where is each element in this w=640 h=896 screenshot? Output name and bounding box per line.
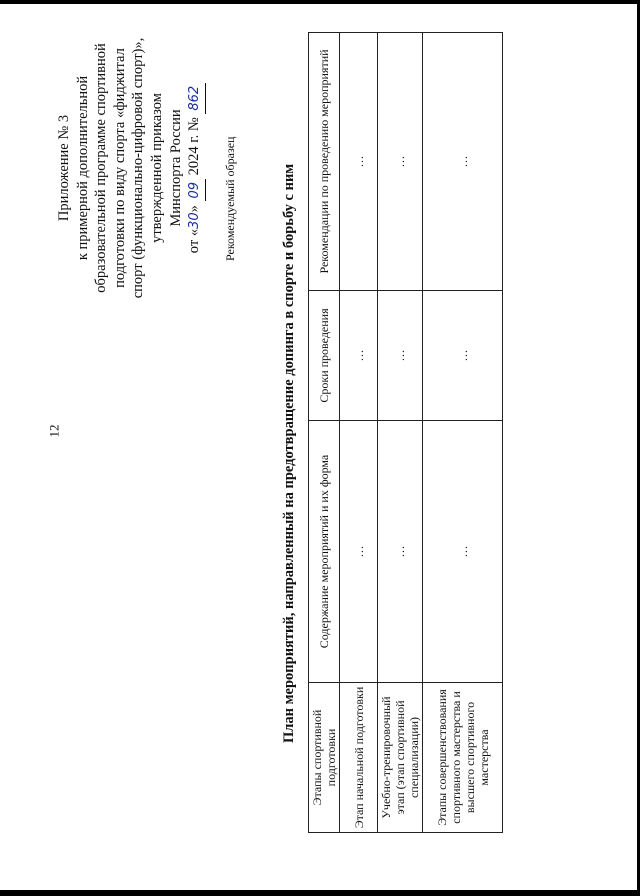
- table-row: [423, 33, 503, 833]
- table-cell: …: [340, 291, 378, 421]
- table-row: [378, 33, 423, 833]
- sample-label: Рекомендуемый образец: [223, 136, 237, 261]
- stage-cell: Этапы совершенствования спортивного мастерства и высшего спортивного мастерства: [423, 683, 503, 833]
- stage-cell: Этап начальной подготовки: [340, 683, 378, 833]
- appendix-line: утвержденной приказом: [148, 93, 165, 243]
- date-quote: »: [186, 205, 203, 213]
- table-row: [340, 33, 378, 833]
- handwritten-month: 09: [186, 179, 206, 202]
- appendix-header: [55, 3, 206, 333]
- header-cell: Рекомендации по проведению мероприятий: [309, 33, 340, 291]
- table-cell: …: [423, 291, 503, 421]
- plan-title: План мероприятий, направленный на предотвращение допинга в спорте и борьбу с ним: [281, 163, 297, 743]
- scan-edge-bottom: [0, 890, 640, 896]
- table-cell: …: [423, 33, 503, 291]
- table-cell: …: [378, 421, 423, 683]
- appendix-line: Приложение № 3: [56, 114, 72, 222]
- table-cell: …: [378, 33, 423, 291]
- table-cell: …: [340, 33, 378, 291]
- appendix-line: Минспорта России: [167, 109, 184, 227]
- plan-table: [308, 32, 503, 833]
- appendix-line: спорт (функционально-цифровой спорт)»,: [130, 37, 147, 299]
- appendix-line: подготовки по виду спорта «фиджитал: [111, 48, 128, 288]
- date-year: 2024 г. №: [186, 117, 203, 176]
- page-number: 12: [46, 424, 62, 438]
- appendix-line: образовательной программе спортивной: [93, 43, 110, 293]
- order-date-line: [185, 3, 206, 333]
- table-cell: …: [378, 291, 423, 421]
- handwritten-order-number: 862: [186, 83, 206, 114]
- header-cell: Содержание мероприятий и их форма: [309, 421, 340, 683]
- date-prefix: от «: [186, 228, 203, 254]
- rotated-page-content: [0, 13, 618, 873]
- appendix-line: к примерной дополнительной: [74, 75, 91, 261]
- stage-cell: Учебно-тренировочный этап (этап спортивной специализации): [378, 683, 423, 833]
- handwritten-day: 30: [187, 212, 203, 229]
- header-cell: Этапы спортивной подготовки: [309, 683, 340, 833]
- table-cell: …: [423, 421, 503, 683]
- header-cell: Сроки проведения: [309, 291, 340, 421]
- table-cell: …: [340, 421, 378, 683]
- table-header-row: [309, 33, 340, 833]
